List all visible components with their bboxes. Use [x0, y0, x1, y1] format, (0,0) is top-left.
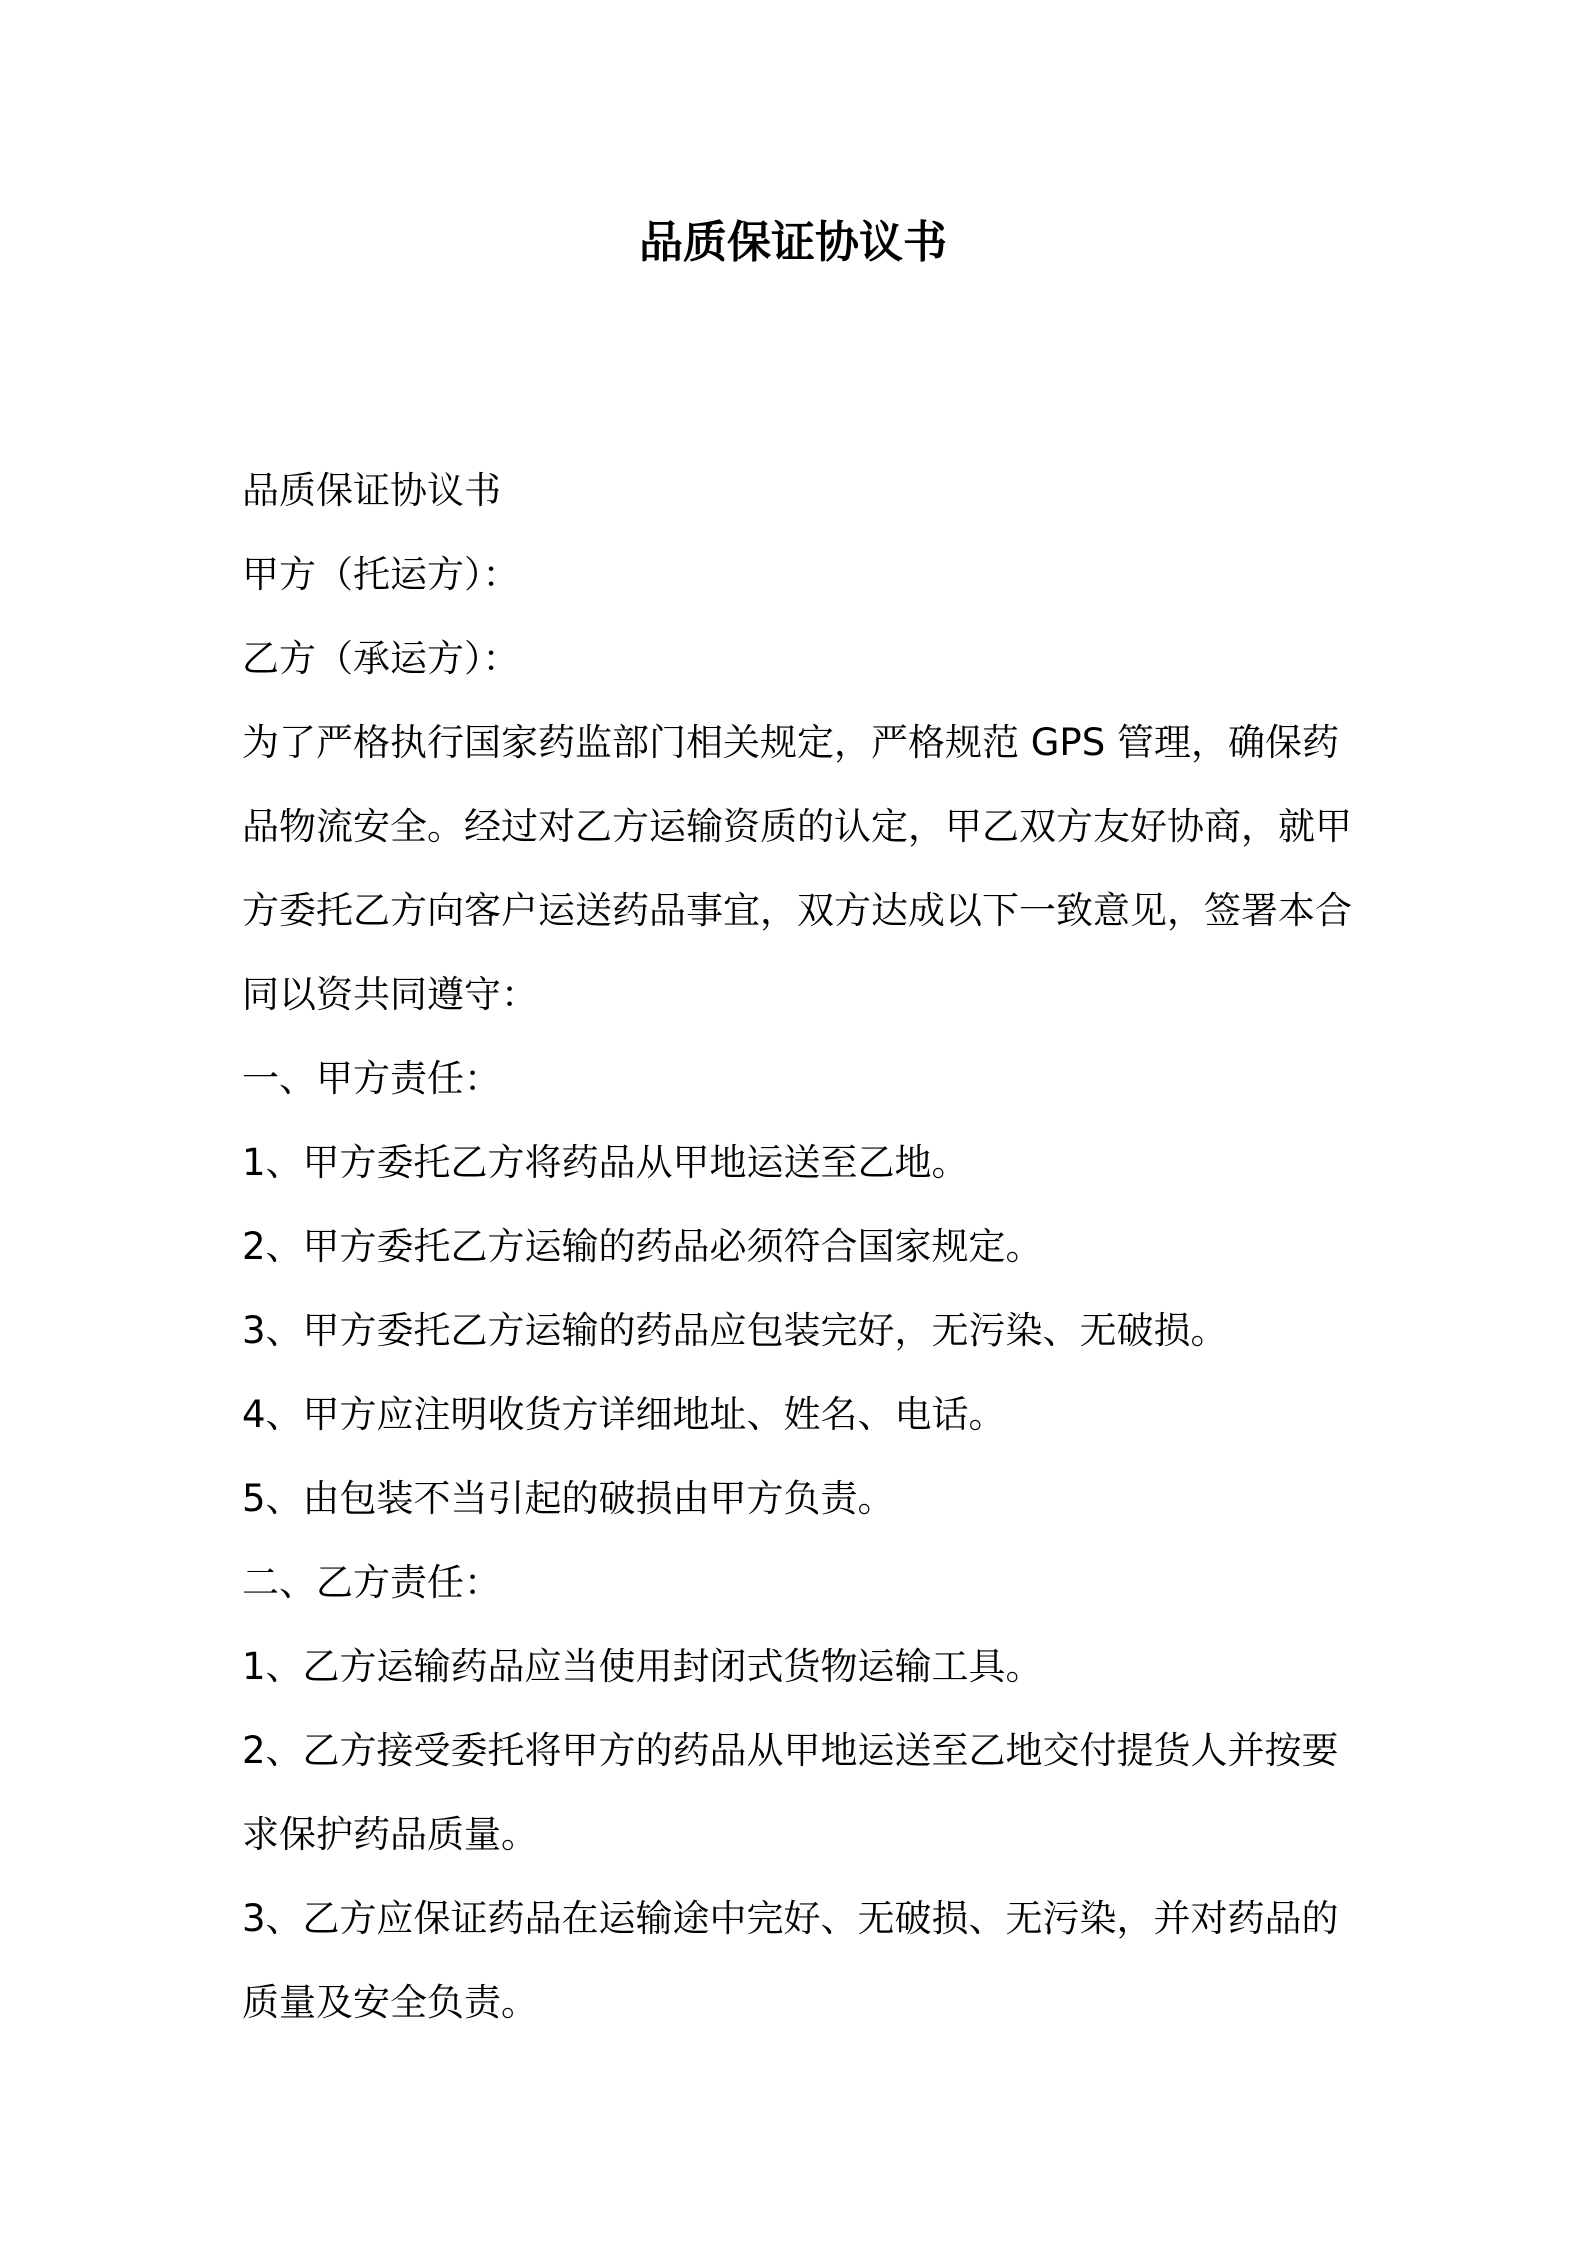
party-a-item-3: 3、甲方委托乙方运输的药品应包装完好，无污染、无破损。 [242, 1309, 1228, 1352]
party-a-line: 甲方（托运方）： [242, 553, 520, 596]
section-heading-party-b: 二、乙方责任： [242, 1561, 501, 1604]
paragraph-heading: 品质保证协议书 [242, 469, 501, 512]
intro-paragraph: 为了严格执行国家药监部门相关规定，严格规范 GPS 管理，确保药品物流安全。经过对乙方运输资质的认定，甲乙双方友好协商，就甲方委托乙方向客户运送药品事宜，双方达成以下一致意见，签署本合同以资共同遵守： [242, 721, 1352, 1016]
party-a-item-1: 1、甲方委托乙方将药品从甲地运送至乙地。 [242, 1141, 969, 1184]
party-b-item-1: 1、乙方运输药品应当使用封闭式货物运输工具。 [242, 1645, 1043, 1688]
party-b-item-3: 3、乙方应保证药品在运输途中完好、无破损、无污染，并对药品的质量及安全负责。 [242, 1897, 1339, 2024]
party-b-item-2: 2、乙方接受委托将甲方的药品从甲地运送至乙地交付提货人并按要求保护药品质量。 [242, 1729, 1339, 1856]
party-a-item-5: 5、由包装不当引起的破损由甲方负责。 [242, 1477, 895, 1520]
party-a-item-4: 4、甲方应注明收货方详细地址、姓名、电话。 [242, 1393, 1006, 1436]
document-body [242, 449, 1362, 2045]
section-heading-party-a: 一、甲方责任： [242, 1057, 501, 1100]
party-a-item-2: 2、甲方委托乙方运输的药品必须符合国家规定。 [242, 1225, 1043, 1268]
party-b-line: 乙方（承运方）： [242, 637, 520, 680]
document-title: 品质保证协议书 [639, 217, 947, 268]
